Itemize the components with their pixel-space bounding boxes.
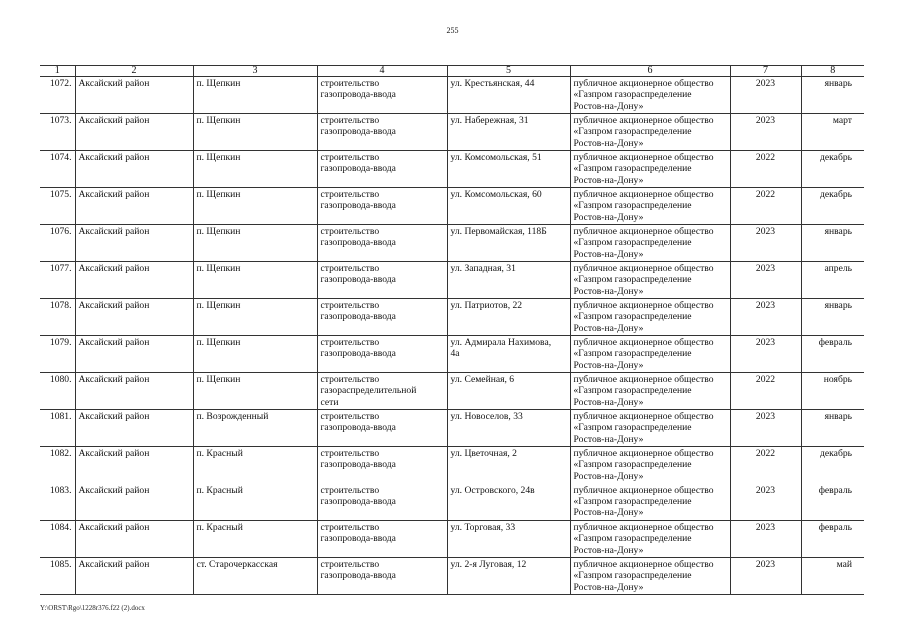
column-header: 4 (317, 66, 447, 77)
cell-line: публичное акционерное общество (573, 411, 714, 422)
work-type-cell (317, 151, 447, 188)
table-row (40, 225, 864, 262)
district-cell: Аксайский район (75, 151, 193, 188)
settlement-cell: п. Щепкин (193, 151, 317, 188)
column-header: 8 (801, 66, 864, 77)
work-type-cell (317, 77, 447, 114)
settlement-cell: п. Щепкин (193, 262, 317, 299)
row-number-cell: 1085. (40, 558, 75, 595)
cell-line: ул. Торговая, 33 (450, 522, 516, 533)
cell-line: «Газпром газораспределение (573, 163, 692, 175)
cell-line: строительство (320, 152, 380, 163)
address-cell (447, 151, 570, 188)
organization-cell (570, 447, 730, 484)
cell-line: ул. Комсомольская, 60 (450, 189, 542, 200)
cell-line: публичное акционерное общество (573, 115, 714, 126)
year-cell: 2023 (730, 521, 801, 558)
cell-line: Ростов-на-Дону» (573, 544, 644, 556)
column-header: 1 (40, 66, 75, 77)
cell-line: строительство (320, 115, 380, 126)
cell-line: Ростов-на-Дону» (573, 174, 644, 186)
district-cell: Аксайский район (75, 299, 193, 336)
table-row (40, 114, 864, 151)
table-row (40, 151, 864, 188)
cell-line: публичное акционерное общество (573, 189, 714, 200)
address-cell (447, 558, 570, 595)
address-cell (447, 410, 570, 447)
month-cell: март (801, 114, 864, 151)
cell-line: публичное акционерное общество (573, 78, 714, 89)
cell-line: «Газпром газораспределение (573, 570, 692, 582)
month-cell: февраль (801, 484, 864, 521)
cell-line: «Газпром газораспределение (573, 126, 692, 138)
cell-line: газопровода-ввода (320, 570, 396, 582)
district-cell: Аксайский район (75, 225, 193, 262)
row-number-cell: 1076. (40, 225, 75, 262)
cell-line: ул. Комсомольская, 51 (450, 152, 542, 163)
row-number-cell: 1075. (40, 188, 75, 225)
cell-line: «Газпром газораспределение (573, 533, 692, 545)
settlement-cell: п. Щепкин (193, 336, 317, 373)
column-header: 5 (447, 66, 570, 77)
settlement-cell: п. Щепкин (193, 114, 317, 151)
work-type-cell (317, 521, 447, 558)
organization-cell (570, 151, 730, 188)
cell-line: ул. 2-я Луговая, 12 (450, 559, 527, 570)
table-header (40, 66, 864, 77)
address-cell (447, 299, 570, 336)
row-number-cell: 1073. (40, 114, 75, 151)
year-cell: 2023 (730, 336, 801, 373)
settlement-cell: п. Щепкин (193, 77, 317, 114)
row-number-cell: 1081. (40, 410, 75, 447)
cell-line: Ростов-на-Дону» (573, 211, 644, 223)
cell-line: газопровода-ввода (320, 274, 396, 286)
table-row (40, 373, 864, 410)
cell-line: публичное акционерное общество (573, 522, 714, 533)
cell-line: Ростов-на-Дону» (573, 285, 644, 297)
work-type-cell (317, 558, 447, 595)
settlement-cell: п. Щепкин (193, 373, 317, 410)
table-row (40, 299, 864, 336)
organization-cell (570, 114, 730, 151)
cell-line: ул. Западная, 31 (450, 263, 516, 274)
address-cell (447, 373, 570, 410)
organization-cell (570, 410, 730, 447)
year-cell: 2023 (730, 225, 801, 262)
cell-line: ул. Адмирала Нахимова, (450, 337, 552, 348)
table-row (40, 558, 864, 595)
table-row (40, 484, 864, 521)
cell-line: строительство (320, 522, 380, 533)
district-cell: Аксайский район (75, 373, 193, 410)
cell-line: публичное акционерное общество (573, 263, 714, 274)
cell-line: 4а (450, 348, 460, 360)
cell-line: Ростов-на-Дону» (573, 248, 644, 260)
cell-line: Ростов-на-Дону» (573, 396, 644, 408)
district-cell: Аксайский район (75, 114, 193, 151)
district-cell: Аксайский район (75, 484, 193, 521)
district-cell: Аксайский район (75, 188, 193, 225)
cell-line: строительство (320, 337, 380, 348)
district-cell: Аксайский район (75, 558, 193, 595)
cell-line: ул. Семейная, 6 (450, 374, 515, 385)
settlement-cell: п. Красный (193, 484, 317, 521)
address-cell (447, 188, 570, 225)
row-number-cell: 1077. (40, 262, 75, 299)
cell-line: Ростов-на-Дону» (573, 470, 644, 482)
year-cell: 2023 (730, 558, 801, 595)
row-number-cell: 1078. (40, 299, 75, 336)
organization-cell (570, 225, 730, 262)
column-header: 2 (75, 66, 193, 77)
cell-line: строительство (320, 411, 380, 422)
month-cell: декабрь (801, 151, 864, 188)
cell-line: ул. Первомайская, 118Б (450, 226, 547, 237)
address-cell (447, 114, 570, 151)
cell-line: строительство (320, 226, 380, 237)
row-number-cell: 1074. (40, 151, 75, 188)
cell-line: «Газпром газораспределение (573, 237, 692, 249)
table-row (40, 336, 864, 373)
work-type-cell (317, 225, 447, 262)
row-number-cell: 1083. (49, 484, 72, 496)
table-row (40, 521, 864, 558)
address-cell (447, 262, 570, 299)
cell-line: ул. Цветочная, 2 (450, 448, 517, 459)
month-cell: декабрь (801, 188, 864, 225)
footer-file-path: Y:\ORST\Rgo\1228r376.f22 (2).docx (40, 604, 145, 612)
cell-line: «Газпром газораспределение (573, 348, 692, 360)
work-type-cell (317, 188, 447, 225)
year-cell: 2023 (730, 299, 801, 336)
cell-line: газопровода-ввода (320, 200, 396, 212)
table-row (40, 410, 864, 447)
district-cell: Аксайский район (75, 521, 193, 558)
month-cell: февраль (801, 521, 864, 558)
address-cell (447, 447, 570, 484)
settlement-cell: п. Красный (193, 521, 317, 558)
work-type-cell (317, 336, 447, 373)
cell-line: «Газпром газораспределение (573, 200, 692, 212)
table-body (40, 77, 864, 595)
table-row (40, 447, 864, 484)
month-cell: январь (801, 225, 864, 262)
cell-line: публичное акционерное общество (573, 448, 714, 459)
organization-cell (570, 521, 730, 558)
cell-line: Ростов-на-Дону» (573, 507, 644, 519)
cell-line: ул. Крестьянская, 44 (450, 78, 535, 89)
cell-line: Ростов-на-Дону» (573, 433, 644, 445)
district-cell: Аксайский район (75, 336, 193, 373)
month-cell: декабрь (801, 447, 864, 484)
cell-line: публичное акционерное общество (573, 226, 714, 237)
table-row (40, 77, 864, 114)
year-cell: 2023 (730, 114, 801, 151)
work-type-cell (317, 410, 447, 447)
year-cell: 2023 (730, 77, 801, 114)
month-cell: январь (801, 410, 864, 447)
cell-line: публичное акционерное общество (573, 300, 714, 311)
cell-line: «Газпром газораспределение (573, 274, 692, 286)
cell-line: строительство (320, 559, 380, 570)
cell-line: строительство (320, 78, 380, 89)
district-cell: Аксайский район (75, 447, 193, 484)
cell-line: «Газпром газораспределение (573, 89, 692, 101)
address-cell (447, 77, 570, 114)
settlement-cell: п. Щепкин (193, 188, 317, 225)
cell-line: «Газпром газораспределение (573, 422, 692, 434)
cell-line: публичное акционерное общество (573, 559, 714, 570)
cell-line: Ростов-на-Дону» (573, 322, 644, 334)
work-type-cell (317, 447, 447, 484)
address-cell (447, 225, 570, 262)
cell-line: ул. Новоселов, 33 (450, 411, 523, 422)
address-cell (447, 521, 570, 558)
cell-line: «Газпром газораспределение (573, 311, 692, 323)
cell-line: публичное акционерное общество (573, 374, 714, 385)
address-cell (447, 484, 570, 521)
work-type-cell (317, 373, 447, 410)
district-cell: Аксайский район (75, 77, 193, 114)
cell-line: «Газпром газораспределение (573, 459, 692, 471)
organization-cell (570, 262, 730, 299)
month-cell: февраль (801, 336, 864, 373)
table-row (40, 262, 864, 299)
month-cell: ноябрь (801, 373, 864, 410)
year-cell: 2023 (730, 410, 801, 447)
cell-line: газопровода-ввода (320, 495, 396, 507)
cell-line: газопровода-ввода (320, 422, 396, 434)
cell-line: сети (320, 396, 339, 408)
column-header: 6 (570, 66, 730, 77)
cell-line: Ростов-на-Дону» (573, 100, 644, 112)
work-type-cell (317, 114, 447, 151)
organization-cell (570, 299, 730, 336)
table-row (40, 188, 864, 225)
cell-line: газопровода-ввода (320, 237, 396, 249)
organization-cell (570, 188, 730, 225)
cell-line: строительство (320, 263, 380, 274)
settlement-cell: п. Щепкин (193, 225, 317, 262)
cell-line: строительство (320, 484, 380, 496)
month-cell: апрель (801, 262, 864, 299)
month-cell: январь (801, 299, 864, 336)
work-type-cell (317, 484, 447, 521)
cell-line: ул. Островского, 24в (450, 484, 535, 496)
year-cell: 2023 (730, 262, 801, 299)
cell-line: газопровода-ввода (320, 163, 396, 175)
column-header: 3 (193, 66, 317, 77)
cell-line: строительство (320, 374, 380, 385)
cell-line: газопровода-ввода (320, 311, 396, 323)
cell-line: Ростов-на-Дону» (573, 581, 644, 593)
organization-cell (570, 484, 730, 521)
cell-line: Ростов-на-Дону» (573, 359, 644, 371)
cell-line: газопровода-ввода (320, 89, 396, 101)
cell-line: газораспределительной (320, 385, 417, 397)
row-number-cell: 1079. (40, 336, 75, 373)
cell-line: Ростов-на-Дону» (573, 137, 644, 149)
data-table (40, 65, 864, 595)
cell-line: публичное акционерное общество (573, 484, 714, 496)
organization-cell (570, 77, 730, 114)
cell-line: газопровода-ввода (320, 459, 396, 471)
column-header: 7 (730, 66, 801, 77)
year-cell: 2022 (730, 373, 801, 410)
district-cell: Аксайский район (75, 410, 193, 447)
district-cell: Аксайский район (75, 262, 193, 299)
cell-line: строительство (320, 448, 380, 459)
row-number-cell: 1084. (40, 521, 75, 558)
cell-line: публичное акционерное общество (573, 152, 714, 163)
row-number-cell: 1080. (40, 373, 75, 410)
year-cell: 2023 (730, 484, 801, 521)
organization-cell (570, 373, 730, 410)
work-type-cell (317, 262, 447, 299)
month-cell: май (801, 558, 864, 595)
work-type-cell (317, 299, 447, 336)
cell-line: строительство (320, 300, 380, 311)
organization-cell (570, 558, 730, 595)
settlement-cell: п. Возрожденный (193, 410, 317, 447)
address-cell (447, 336, 570, 373)
cell-line: публичное акционерное общество (573, 337, 714, 348)
cell-line: строительство (320, 189, 380, 200)
cell-line: газопровода-ввода (320, 348, 396, 360)
year-cell: 2022 (730, 447, 801, 484)
settlement-cell: п. Щепкин (193, 299, 317, 336)
cell-line: газопровода-ввода (320, 126, 396, 138)
organization-cell (570, 336, 730, 373)
settlement-cell: ст. Старочеркасская (193, 558, 317, 595)
cell-line: «Газпром газораспределение (573, 495, 692, 507)
settlement-cell: п. Красный (193, 447, 317, 484)
cell-line: ул. Патриотов, 22 (450, 300, 523, 311)
cell-line: «Газпром газораспределение (573, 385, 692, 397)
header-row (40, 66, 864, 77)
page-number: 255 (446, 26, 459, 35)
year-cell: 2022 (730, 151, 801, 188)
cell-line: ул. Набережная, 31 (450, 115, 529, 126)
month-cell: январь (801, 77, 864, 114)
year-cell: 2022 (730, 188, 801, 225)
cell-line: газопровода-ввода (320, 533, 396, 545)
row-number-cell: 1072. (40, 77, 75, 114)
row-number-cell: 1082. (40, 447, 75, 484)
